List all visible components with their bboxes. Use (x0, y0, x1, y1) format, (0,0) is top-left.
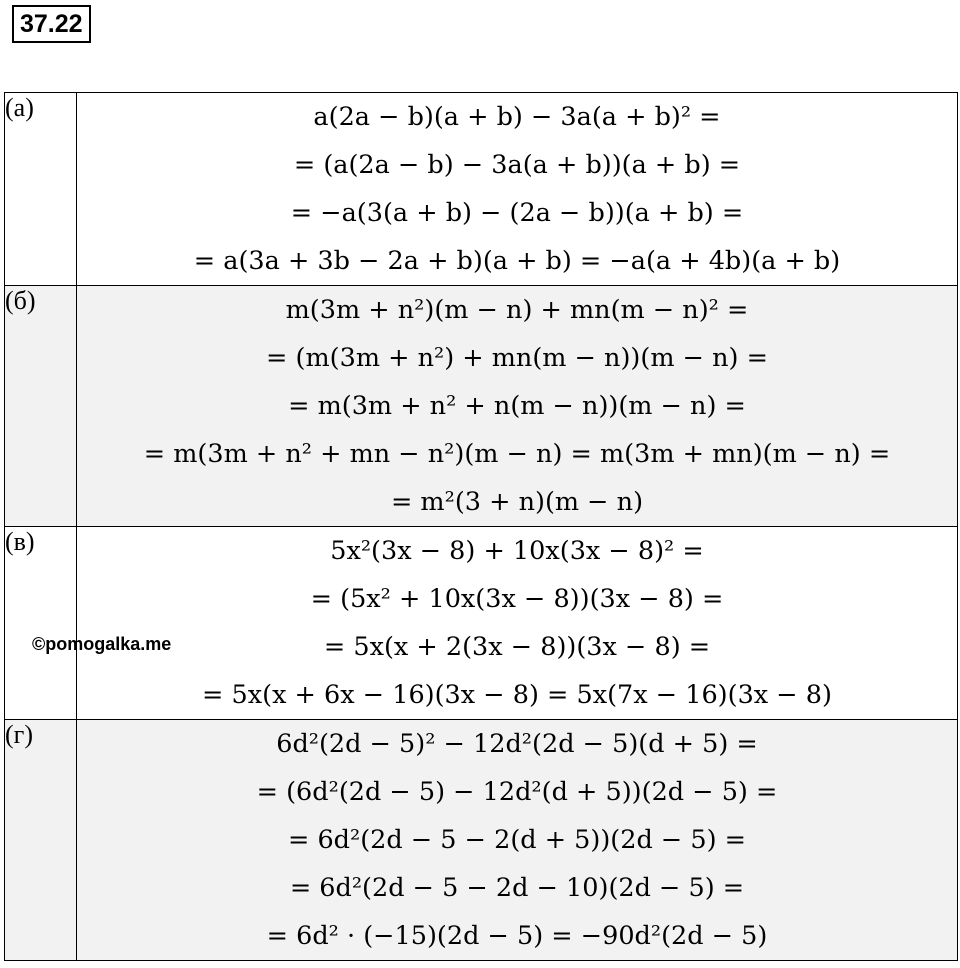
math-cell (77, 527, 958, 720)
math-line: = 6d² · (−15)(2d − 5) = −90d²(2d − 5) (266, 921, 768, 951)
math-line: 5x²(3x − 8) + 10x(3x − 8)² = (330, 536, 704, 566)
math-cell (77, 93, 958, 286)
watermark: ©pomogalka.me (32, 634, 172, 654)
math-line: = 6d²(2d − 5 − 2(d + 5))(2d − 5) = (287, 825, 747, 855)
row-label: (в) (5, 527, 77, 720)
math-line: = (m(3m + n²) + mn(m − n))(m − n) = (266, 343, 768, 373)
math-line: = 5x(x + 6x − 16)(3x − 8) = 5x(7x − 16)(3x − 8) (202, 680, 832, 710)
problem-number: 37.22 (12, 5, 91, 43)
math-line: m(3m + n²)(m − n) + mn(m − n)² = (285, 295, 749, 325)
math-cell (77, 286, 958, 527)
math-line: = (a(2a − b) − 3a(a + b))(a + b) = (293, 150, 741, 180)
row-label: (г) (5, 720, 77, 961)
solution-row-a (5, 93, 958, 286)
math-line: = m(3m + n² + n(m − n))(m − n) = (288, 391, 746, 421)
solution-row-v (5, 527, 958, 720)
math-cell (77, 720, 958, 961)
math-line: = a(3a + 3b − 2a + b)(a + b) = −a(a + 4b)(a + b) (193, 246, 841, 276)
math-line: = 6d²(2d − 5 − 2d − 10)(2d − 5) = (289, 873, 745, 903)
math-line: = (6d²(2d − 5) − 12d²(d + 5))(2d − 5) = (256, 777, 778, 807)
math-line: = m²(3 + n)(m − n) (390, 487, 644, 517)
math-line: 6d²(2d − 5)² − 12d²(2d − 5)(d + 5) = (276, 729, 758, 759)
solution-row-g (5, 720, 958, 961)
math-line: = 5x(x + 2(3x − 8))(3x − 8) = (323, 632, 711, 662)
math-line: = m(3m + n² + mn − n²)(m − n) = m(3m + mn)(m − n) = (143, 439, 891, 469)
math-line: = −a(3(a + b) − (2a − b))(a + b) = (290, 198, 744, 228)
solutions-table (4, 92, 958, 961)
math-line: = (5x² + 10x(3x − 8))(3x − 8) = (310, 584, 724, 614)
row-label: (а) (5, 93, 77, 286)
math-line: a(2a − b)(a + b) − 3a(a + b)² = (313, 102, 721, 132)
row-label: (б) (5, 286, 77, 527)
solution-row-b (5, 286, 958, 527)
